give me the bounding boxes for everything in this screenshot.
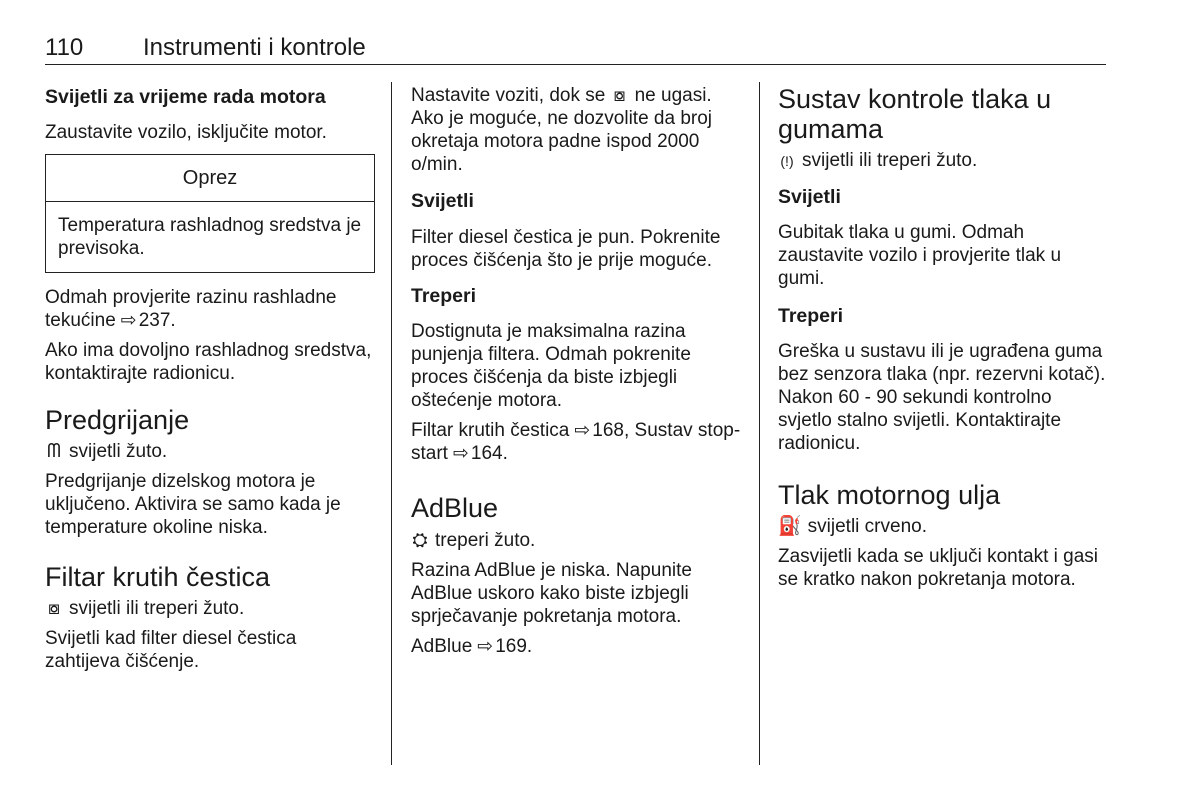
- keep-driving-text-1: Nastavite voziti, dok se: [411, 85, 606, 106]
- dpf-status-text: svijetli ili treperi žuto.: [69, 598, 245, 619]
- paragraph-adblue-low: Razina AdBlue je niska. Napunite AdBlue uskoro kako biste izbjegli sprječavanje pokretanja motora.: [411, 560, 692, 627]
- glow-plug-icon: ᗰ: [47, 441, 61, 462]
- ref-text-stop-start: 168, Sustav stop-start: [411, 420, 741, 464]
- adblue-icon: ⛭: [412, 530, 428, 551]
- page-ref-arrow-icon: ⇨: [574, 420, 591, 441]
- paragraph-filter-max: Dostignuta je maksimalna razina punjenja filtera. Odmah pokrenite proces čišćenja da biste izbjegli oštećenje motora.: [411, 321, 691, 411]
- paragraph-preheat: Predgrijanje dizelskog motora je uključeno. Aktivira se samo kada je temperature okoline niska.: [45, 471, 341, 538]
- heading-preheat: Predgrijanje: [45, 405, 190, 435]
- tpms-status-text: svijetli ili treperi žuto.: [802, 150, 978, 171]
- paragraph-system-fault: Greška u sustavu ili je ugrađena guma bez senzora tlaka (npr. rezervni kotač). Nakon 60 - 90 sekundi kontrolno svjetlo stalno svijetli. Kontaktirajte radionicu.: [778, 341, 1106, 454]
- page-title: Instrumenti i kontrole: [143, 34, 366, 61]
- subheading-on: Svijetli: [411, 190, 474, 212]
- paragraph-adblue-ref: [411, 635, 746, 658]
- column-divider-1: [391, 82, 392, 765]
- paragraph-oil-pressure: Zasvijetli kada se uključi kontakt i gasi se kratko nakon pokretanja motora.: [778, 546, 1098, 590]
- header-divider: [45, 64, 1106, 65]
- tpms-status-line: [778, 149, 1108, 173]
- preheat-status-line: [45, 440, 375, 463]
- caution-box: [45, 154, 375, 273]
- adblue-ref-text: AdBlue: [411, 636, 473, 657]
- section-heading-running: Svijetli za vrijeme rada motora: [45, 86, 326, 108]
- paragraph-stop-vehicle: Zaustavite vozilo, isključite motor.: [45, 122, 327, 143]
- adblue-status-text: treperi žuto.: [435, 530, 536, 551]
- heading-particle-filter: Filtar krutih čestica: [45, 562, 271, 592]
- heading-adblue: AdBlue: [411, 493, 499, 523]
- preheat-status-text: svijetli žuto.: [69, 441, 168, 462]
- caution-title: Oprez: [46, 155, 374, 202]
- column-2: [411, 82, 746, 658]
- ref-text-filter: Filtar krutih čestica: [411, 420, 570, 441]
- ref-number-164: 164.: [470, 443, 508, 464]
- heading-tire-pressure: Sustav kontrole tlaka u gumama: [778, 84, 1052, 144]
- oil-can-icon: ⛽: [778, 516, 802, 537]
- adblue-ref-number: 169.: [495, 636, 533, 657]
- tire-pressure-icon: (!): [780, 153, 794, 169]
- keep-driving-text-2: ne ugasi. Ako je moguće, ne dozvolite da broj okretaja motora padne ispod 2000 o/min.: [411, 85, 713, 175]
- page-ref-number: 237.: [138, 310, 176, 331]
- paragraph-check-coolant: [45, 286, 375, 332]
- paragraph-references: [411, 419, 746, 465]
- page-ref-arrow-icon: ⇨: [120, 310, 137, 331]
- page-ref-arrow-icon: ⇨: [477, 636, 494, 657]
- oil-status-line: [778, 515, 1108, 538]
- caution-body: Temperatura rashladnog sredstva je previsoka.: [58, 215, 362, 259]
- heading-oil-pressure: Tlak motornog ulja: [778, 480, 1001, 510]
- adblue-status-line: [411, 529, 746, 552]
- subheading-flashing: Treperi: [411, 285, 477, 307]
- column-1: [45, 82, 375, 673]
- oil-status-text: svijetli crveno.: [807, 516, 927, 537]
- column-divider-2: [759, 82, 760, 765]
- column-3: [778, 82, 1108, 591]
- paragraph-pressure-loss: Gubitak tlaka u gumi. Odmah zaustavite vozilo i provjerite tlak u gumi.: [778, 222, 1062, 289]
- coolant-check-text: Odmah provjerite razinu rashladne tekućine: [45, 287, 337, 331]
- subheading-on: Svijetli: [778, 186, 841, 208]
- page-header: [45, 30, 1105, 64]
- paragraph-contact-workshop: Ako ima dovoljno rashladnog sredstva, kontaktirajte radionicu.: [45, 340, 372, 384]
- paragraph-dpf: Svijetli kad filter diesel čestica zahtijeva čišćenje.: [45, 628, 297, 672]
- particle-filter-icon: ⧇: [613, 85, 626, 106]
- paragraph-filter-full: Filter diesel čestica je pun. Pokrenite proces čišćenja što je prije moguće.: [411, 227, 721, 271]
- page-number: 110: [45, 34, 84, 61]
- page-ref-arrow-icon: ⇨: [452, 443, 469, 464]
- particle-filter-icon: ⧇: [47, 598, 61, 619]
- paragraph-keep-driving: [411, 84, 746, 176]
- dpf-status-line: [45, 597, 375, 620]
- subheading-flashing: Treperi: [778, 305, 844, 327]
